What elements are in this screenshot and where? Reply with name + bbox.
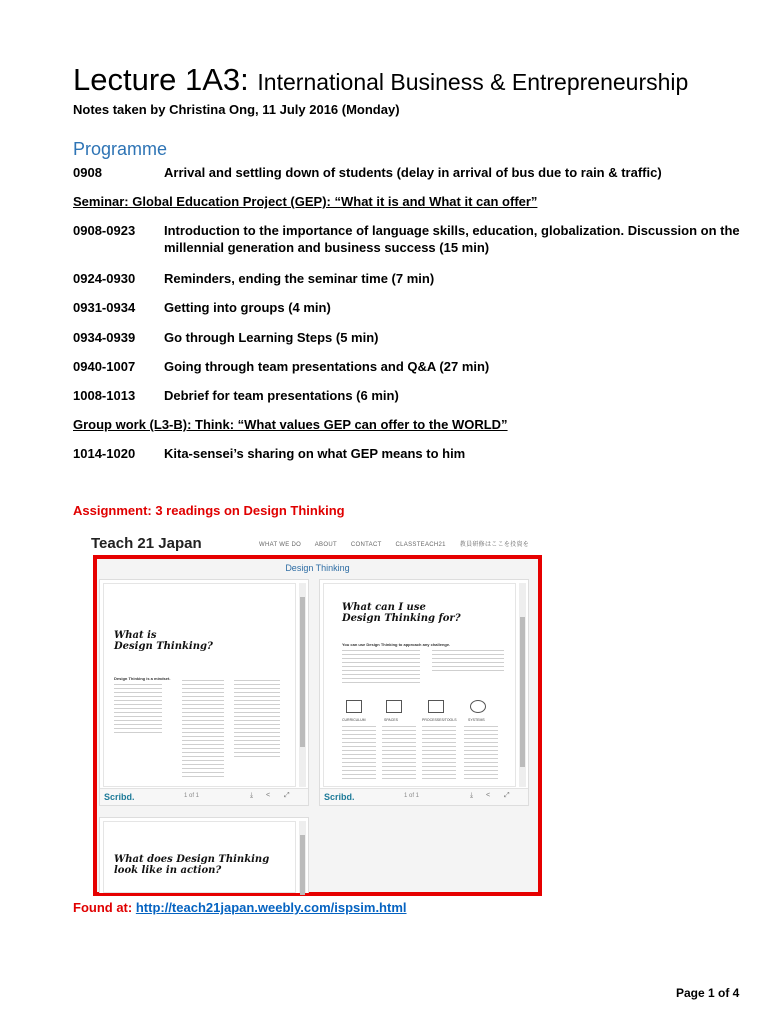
schedule-time: 0924-0930 [73,271,136,286]
scroll-thumb[interactable] [300,835,305,895]
scroll-thumb[interactable] [520,617,525,767]
schedule-row [73,223,740,255]
viewer-heading-line: look like in action? [114,865,222,876]
schedule-time: 0908 [73,165,102,180]
viewer-page [103,821,296,893]
viewer-heading [114,630,213,652]
share-icon[interactable]: < [266,792,271,799]
design-thinking-title: Design Thinking [285,563,350,573]
viewer-heading-line: What is [114,630,157,641]
schedule-desc: Go through Learning Steps (5 min) [164,330,379,345]
schedule-desc: Debrief for team presentations (6 min) [164,388,399,403]
text-lines [422,726,456,780]
schedule-time: 0934-0939 [73,330,136,345]
viewer-scrollbar[interactable] [519,583,526,787]
schedule-time: 1014-1020 [73,446,136,461]
lecture-subject: International Business & Entrepreneurship [257,69,689,95]
programme-heading: Programme [73,139,168,159]
fullscreen-icon[interactable]: ⤢ [284,792,290,799]
text-lines [342,650,420,686]
viewer-page [103,583,296,787]
schedule-row [73,271,673,287]
seminar-heading: Seminar: Global Education Project (GEP): “What it is and What it can offer” [73,194,538,209]
schedule-row [73,330,673,346]
schedule-row [73,300,673,316]
document-viewer-3 [99,817,309,893]
nav-item: CONTACT [350,542,382,548]
schedule-time: 1008-1013 [73,388,136,403]
text-lines [432,650,504,674]
schedule-row [73,388,673,404]
lecture-code: Lecture 1A3: [73,62,249,97]
page-number: Page 1 of 4 [676,986,740,1000]
schedule-time: 0931-0934 [73,300,136,315]
processes-icon [428,700,444,713]
page-indicator: 1 of 1 [184,793,200,799]
download-icon[interactable]: ⤓ [250,792,254,799]
notes-byline: Notes taken by Christina Ong, 11 July 2016 (Monday) [73,102,400,117]
text-lines [464,726,498,780]
icon-label: CURRICULUM [342,718,366,722]
icon-label: SPACES [384,718,398,722]
text-lines [382,726,416,780]
viewer-subheading: Design Thinking is a mindset. [114,676,171,681]
viewer-subheading: You can use Design Thinking to approach any challenge. [342,642,451,647]
document-viewer-1 [99,579,309,806]
nav-item: WHAT WE DO [259,542,302,548]
highlight-frame [93,555,542,896]
icon-label: SYSTEMS [468,718,485,722]
text-lines [114,684,162,736]
assignment-note: Assignment: 3 readings on Design Thinking [73,503,345,518]
spaces-icon [386,700,402,713]
source-link[interactable]: http://teach21japan.weebly.com/ispsim.html [135,900,407,915]
viewer-scrollbar[interactable] [299,821,306,893]
schedule-row [73,446,673,462]
source-line [73,900,407,915]
share-icon[interactable]: < [486,792,491,799]
scroll-thumb[interactable] [300,597,305,747]
document-viewer-2 [319,579,529,806]
icon-label: PROCESSES/TOOLS [422,718,457,722]
schedule-desc: Arrival and settling down of students (delay in arrival of bus due to rain & traffic) [164,165,662,180]
schedule-time: 0940-1007 [73,359,136,374]
nav-item: CLASSTEACH21 [395,542,446,548]
scribd-logo: Scribd. [104,792,135,802]
schedule-desc: Introduction to the importance of language skills, education, globalization. Discussion on the [164,223,740,238]
site-nav [259,539,541,548]
viewer-heading-line: What does Design Thinking [114,854,270,865]
viewer-scrollbar[interactable] [299,583,306,787]
text-lines [342,726,376,780]
fullscreen-icon[interactable]: ⤢ [504,792,510,799]
group-work-heading: Group work (L3-B): Think: “What values GEP can offer to the WORLD” [73,417,508,432]
curriculum-icon [346,700,362,713]
viewer-heading-line: Design Thinking? [114,641,213,652]
download-icon[interactable]: ⤓ [470,792,474,799]
viewer-heading [342,602,461,624]
viewer-heading [114,854,269,876]
viewer-heading-line: Design Thinking for? [342,613,461,624]
text-lines [182,680,224,780]
schedule-row [73,165,673,181]
viewer-toolbar [100,788,308,805]
schedule-desc: Reminders, ending the seminar time (7 min) [164,271,435,286]
viewer-heading-line: What can I use [342,602,426,613]
nav-item: ABOUT [314,542,337,548]
embedded-website-screenshot [91,533,541,898]
scribd-logo: Scribd. [324,792,355,802]
viewer-toolbar [320,788,528,805]
viewer-page [323,583,516,787]
text-lines [234,680,280,760]
found-label: Found at: [73,900,133,915]
site-logo-text: Teach 21 Japan [91,535,202,552]
schedule-desc: Kita-sensei’s sharing on what GEP means to him [164,446,466,461]
page-title [73,62,688,98]
schedule-desc: Going through team presentations and Q&A (27 min) [164,359,490,374]
schedule-row [73,359,673,375]
schedule-desc: Getting into groups (4 min) [164,300,331,315]
systems-icon [470,700,486,713]
schedule-desc-cont: millennial generation and business success (15 min) [164,240,490,255]
schedule-time: 0908-0923 [73,223,136,238]
page-indicator: 1 of 1 [404,793,420,799]
nav-item: 教員研修はここを投資を [459,542,530,548]
